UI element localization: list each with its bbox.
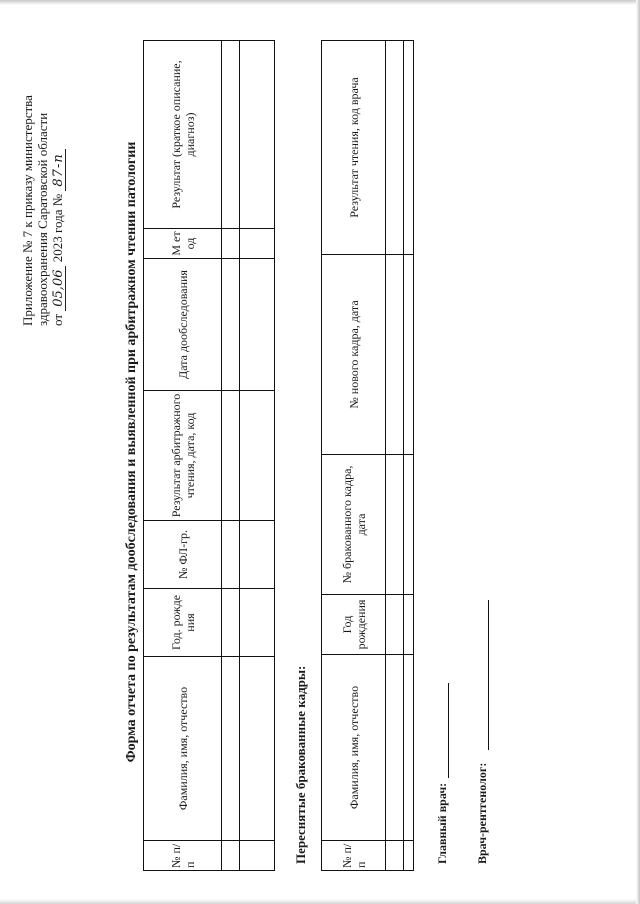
- report-table: [143, 40, 275, 871]
- table-cell[interactable]: [386, 841, 404, 871]
- table-row: [222, 41, 240, 871]
- table-row: [386, 41, 404, 871]
- col-birth-year: Год рождения: [322, 595, 386, 655]
- table-cell[interactable]: [222, 841, 240, 871]
- retake-section-title: Переснятые бракованные кадры:: [293, 665, 308, 864]
- table-cell[interactable]: [386, 255, 404, 455]
- table-cell[interactable]: [222, 229, 240, 259]
- year-text: 2023 года №: [50, 193, 65, 263]
- retake-table: [321, 40, 414, 871]
- retake-table-header-row: [322, 41, 386, 871]
- from-label: от: [50, 313, 65, 326]
- table-cell[interactable]: [404, 255, 414, 455]
- chief-doctor-label: Главный врач:: [435, 782, 449, 864]
- col-exam-date: Дата дообследования: [144, 259, 222, 391]
- col-full-name: Фамилия, имя, отчество: [144, 657, 222, 841]
- col-number: № п/п: [322, 841, 386, 871]
- table-cell[interactable]: [404, 655, 414, 841]
- col-arbitration-result: Результат арбитражного чтения, дата, код: [144, 391, 222, 521]
- table-cell[interactable]: [222, 41, 240, 229]
- col-defective-frame: № бракованного кадра, дата: [322, 455, 386, 595]
- table-cell[interactable]: [240, 657, 275, 841]
- chief-doctor-signature-line[interactable]: [448, 683, 449, 778]
- report-table-header-row: [144, 41, 222, 871]
- col-method: М ет од: [144, 229, 222, 259]
- radiologist-signature-line[interactable]: [488, 600, 489, 750]
- form-title: Форма отчета по результатам дообследования и выявленной при арбитражном чтении патологии: [124, 141, 139, 763]
- table-row: [404, 41, 414, 871]
- table-cell[interactable]: [240, 589, 275, 657]
- table-cell[interactable]: [404, 455, 414, 595]
- handwritten-date: 05,06: [53, 266, 66, 311]
- col-number: № п/п: [144, 841, 222, 871]
- table-cell[interactable]: [222, 521, 240, 589]
- handwritten-number: 87-п: [53, 149, 66, 190]
- col-full-name: Фамилия, имя, отчество: [322, 655, 386, 841]
- table-cell[interactable]: [240, 259, 275, 391]
- col-fl-number: № ФЛ-гр.: [144, 521, 222, 589]
- col-birth-year: Год. рожде ния: [144, 589, 222, 657]
- appendix-header: [20, 95, 66, 326]
- table-cell[interactable]: [404, 841, 414, 871]
- appendix-line-1: Приложение № 7 к приказу министерства: [20, 95, 35, 326]
- table-cell[interactable]: [386, 655, 404, 841]
- appendix-line-2: здравоохранения Саратовской области: [35, 112, 50, 326]
- appendix-line-3: [50, 95, 66, 326]
- table-row: [240, 41, 275, 871]
- table-cell[interactable]: [240, 521, 275, 589]
- table-cell[interactable]: [240, 41, 275, 229]
- col-reading-result: Результат чтения, код врача: [322, 41, 386, 255]
- table-cell[interactable]: [240, 841, 275, 871]
- table-cell[interactable]: [222, 391, 240, 521]
- table-cell[interactable]: [222, 589, 240, 657]
- col-new-frame: № нового кадра, дата: [322, 255, 386, 455]
- table-cell[interactable]: [240, 229, 275, 259]
- col-result-description: Результат (краткое описание, диагноз): [144, 41, 222, 229]
- table-cell[interactable]: [240, 391, 275, 521]
- table-cell[interactable]: [404, 595, 414, 655]
- table-cell[interactable]: [386, 455, 404, 595]
- radiologist-label: Врач-рентгенолог:: [475, 762, 489, 864]
- table-cell[interactable]: [222, 657, 240, 841]
- table-cell[interactable]: [386, 595, 404, 655]
- table-cell[interactable]: [386, 41, 404, 255]
- table-cell[interactable]: [404, 41, 414, 255]
- table-cell[interactable]: [222, 259, 240, 391]
